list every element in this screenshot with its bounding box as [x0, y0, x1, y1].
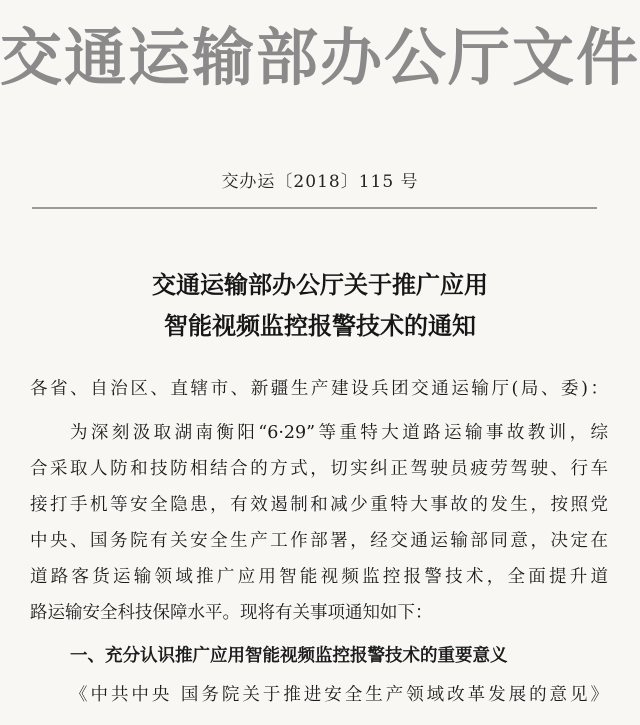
paragraph-line: 道路客货运输领域推广应用智能视频监控报警技术，全面提升道	[30, 567, 608, 587]
paragraph-line: 中央、国务院有关安全生产工作部署，经交通运输部同意，决定在	[30, 531, 608, 551]
document-title-line-2: 智能视频监控报警技术的通知	[164, 312, 476, 340]
paragraph-line: 为深刻汲取湖南衡阳“6·29”等重特大道路运输事故教训，综	[70, 423, 608, 443]
header-divider	[32, 207, 597, 209]
document-title-line-1: 交通运输部办公厅关于推广应用	[152, 271, 488, 299]
section-heading: 一、充分认识推广应用智能视频监控报警技术的重要意义	[70, 646, 508, 666]
document-number: 交办运〔2018〕115 号	[221, 172, 419, 192]
paragraph-line: 《中共中央 国务院关于推进安全生产领域改革发展的意见》	[70, 685, 608, 705]
paragraph-line: 合采取人防和技防相结合的方式，切实纠正驾驶员疲劳驾驶、行车	[30, 459, 608, 479]
paragraph-line: 接打手机等安全隐患，有效遏制和减少重特大事故的发生，按照党	[30, 495, 608, 515]
masthead: 交通运输部办公厅文件	[0, 21, 640, 94]
paragraph-line: 路运输安全科技保障水平。现将有关事项通知如下：	[30, 603, 433, 623]
addressee: 各省、自治区、直辖市、新疆生产建设兵团交通运输厅(局、委)：	[30, 379, 608, 399]
